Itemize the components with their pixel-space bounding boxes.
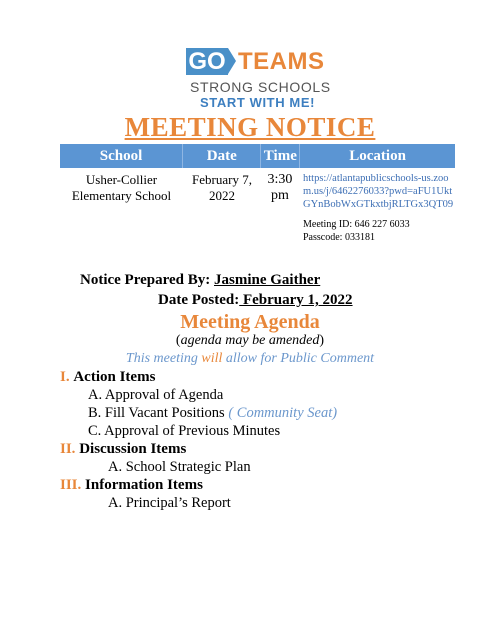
section-number: I.: [60, 369, 70, 385]
header-date: Date: [183, 144, 261, 168]
section-information-items: [60, 477, 203, 494]
agenda-amended-note: [0, 333, 500, 349]
header-school: School: [60, 144, 183, 168]
logo-tagline-2: START WITH ME!: [200, 95, 316, 110]
notice-prepared-by: [80, 272, 320, 289]
agenda-item: A. School Strategic Plan: [108, 459, 251, 475]
amended-close: ): [319, 333, 325, 348]
meeting-table: [60, 144, 455, 244]
passcode-text: Passcode: 033181: [303, 231, 375, 243]
section-title: Information Items: [85, 477, 203, 493]
agenda-item: [88, 405, 337, 422]
posted-label: Date Posted:: [158, 292, 240, 308]
section-discussion-items: [60, 441, 186, 458]
posted-date: February 1, 2022: [239, 292, 353, 308]
page-title: MEETING NOTICE: [124, 112, 376, 142]
agenda-item-text: B. Fill Vacant Positions: [88, 405, 225, 421]
goteams-logo: [186, 48, 332, 112]
table-row: [60, 168, 455, 244]
section-title: Action Items: [73, 369, 156, 385]
table-header: [60, 144, 455, 168]
amended-open: (: [175, 333, 181, 348]
cell-school: Usher-Collier Elementary School: [71, 172, 172, 203]
agenda-title: Meeting Agenda: [180, 311, 320, 333]
logo-tagline-1: STRONG SCHOOLS: [190, 79, 331, 95]
agenda-item: C. Approval of Previous Minutes: [88, 423, 281, 439]
prepared-label: Notice Prepared By:: [80, 272, 211, 288]
cell-location: [299, 172, 455, 244]
meeting-id-text: Meeting ID: 646 227 6033: [303, 219, 410, 230]
meeting-id: [303, 219, 455, 244]
logo-go: GO: [186, 48, 228, 75]
public-comment-note: [0, 351, 500, 367]
zoom-link[interactable]: https://atlantapublicschools-us.zoom.us/j/6462276033?pwd=aFU1UktGYnBobWxGTkxtbjRLTGx3QT09: [303, 173, 454, 210]
header-time: Time: [261, 144, 300, 168]
section-action-items: [60, 369, 155, 386]
agenda-item: A. Approval of Agenda: [88, 387, 224, 403]
agenda-item: A. Principal’s Report: [108, 495, 231, 511]
logo-arrow: [228, 48, 236, 74]
public-text-will: will: [201, 351, 223, 366]
community-seat-note: ( Community Seat): [228, 405, 338, 421]
prepared-name: Jasmine Gaither: [214, 272, 321, 288]
date-posted: [158, 292, 353, 309]
section-title: Discussion Items: [79, 441, 187, 457]
header-location: Location: [349, 148, 406, 164]
amended-text: agenda may be amended: [180, 333, 320, 348]
section-number: III.: [60, 477, 82, 493]
public-text-b: allow for Public Comment: [222, 351, 375, 366]
cell-time: 3:30 pm: [267, 172, 293, 203]
logo-teams: TEAMS: [238, 48, 325, 75]
section-number: II.: [60, 441, 76, 457]
public-text-a: This meeting: [125, 351, 202, 366]
cell-date: February 7, 2022: [192, 172, 252, 203]
